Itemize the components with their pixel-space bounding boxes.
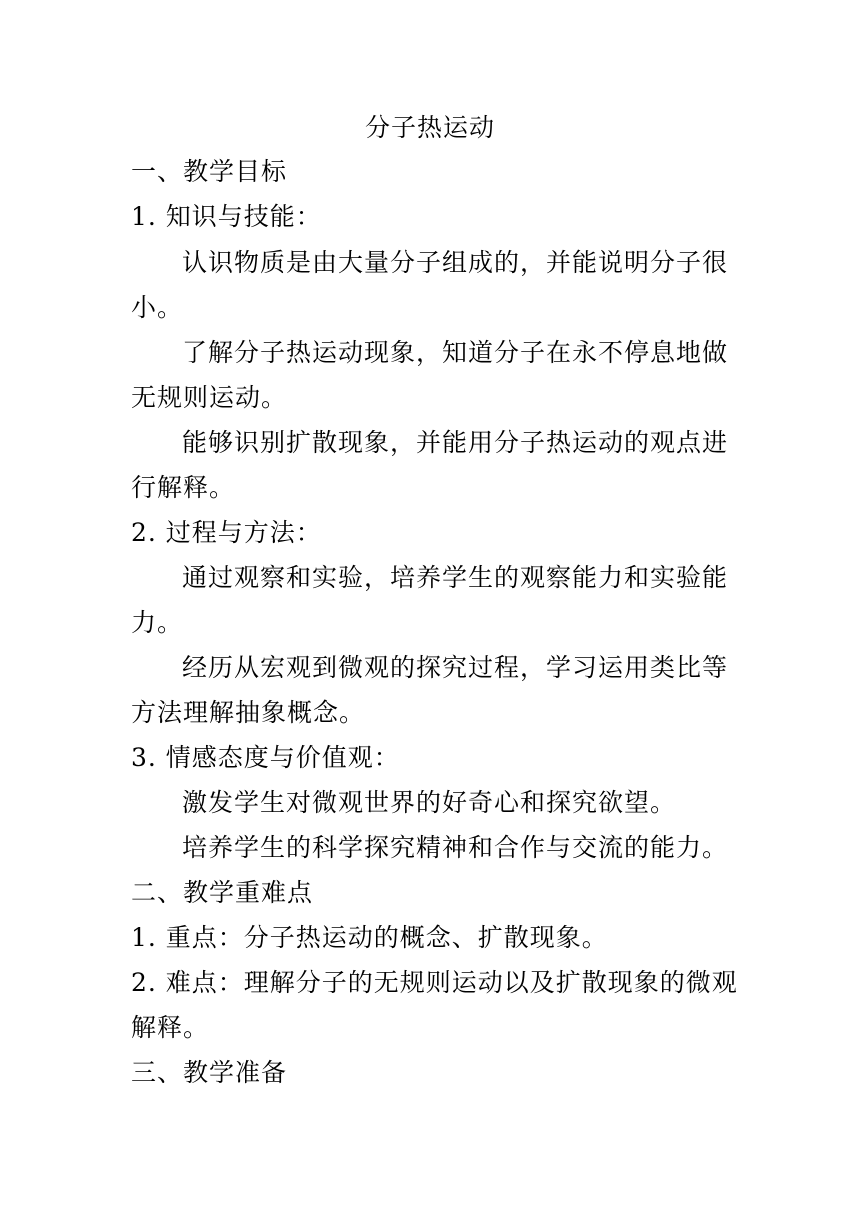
paragraph-line: 通过观察和实验，培养学生的观察能力和实验能 <box>182 563 729 592</box>
section-heading-key-points: 二、教学重难点 <box>131 878 314 907</box>
paragraph-line: 认识物质是由大量分子组成的，并能说明分子很 <box>182 248 729 277</box>
paragraph-line: 激发学生对微观世界的好奇心和探究欲望。 <box>182 788 677 817</box>
section-heading-objectives: 一、教学目标 <box>131 157 288 186</box>
list-item-difficulty: 2. 难点：理解分子的无规则运动以及扩散现象的微观 <box>131 968 738 997</box>
paragraph-line: 能够识别扩散现象，并能用分子热运动的观点进 <box>182 428 729 457</box>
subheading-knowledge-skills: 1. 知识与技能： <box>131 202 322 231</box>
paragraph-line: 小。 <box>131 293 184 322</box>
subheading-attitudes-values: 3. 情感态度与价值观： <box>131 743 400 772</box>
section-heading-preparation: 三、教学准备 <box>131 1058 288 1087</box>
paragraph-line: 力。 <box>131 608 184 637</box>
list-item-key-point: 1. 重点：分子热运动的概念、扩散现象。 <box>131 923 608 952</box>
paragraph-line: 了解分子热运动现象，知道分子在永不停息地做 <box>182 338 729 367</box>
paragraph-line: 无规则运动。 <box>131 383 288 412</box>
paragraph-line: 方法理解抽象概念。 <box>131 698 366 727</box>
document-title: 分子热运动 <box>364 113 495 142</box>
paragraph-line: 解释。 <box>131 1013 210 1042</box>
paragraph-line: 行解释。 <box>131 473 236 502</box>
paragraph-line: 经历从宏观到微观的探究过程，学习运用类比等 <box>182 653 729 682</box>
paragraph-line: 培养学生的科学探究精神和合作与交流的能力。 <box>182 833 729 862</box>
subheading-process-methods: 2. 过程与方法： <box>131 518 322 547</box>
